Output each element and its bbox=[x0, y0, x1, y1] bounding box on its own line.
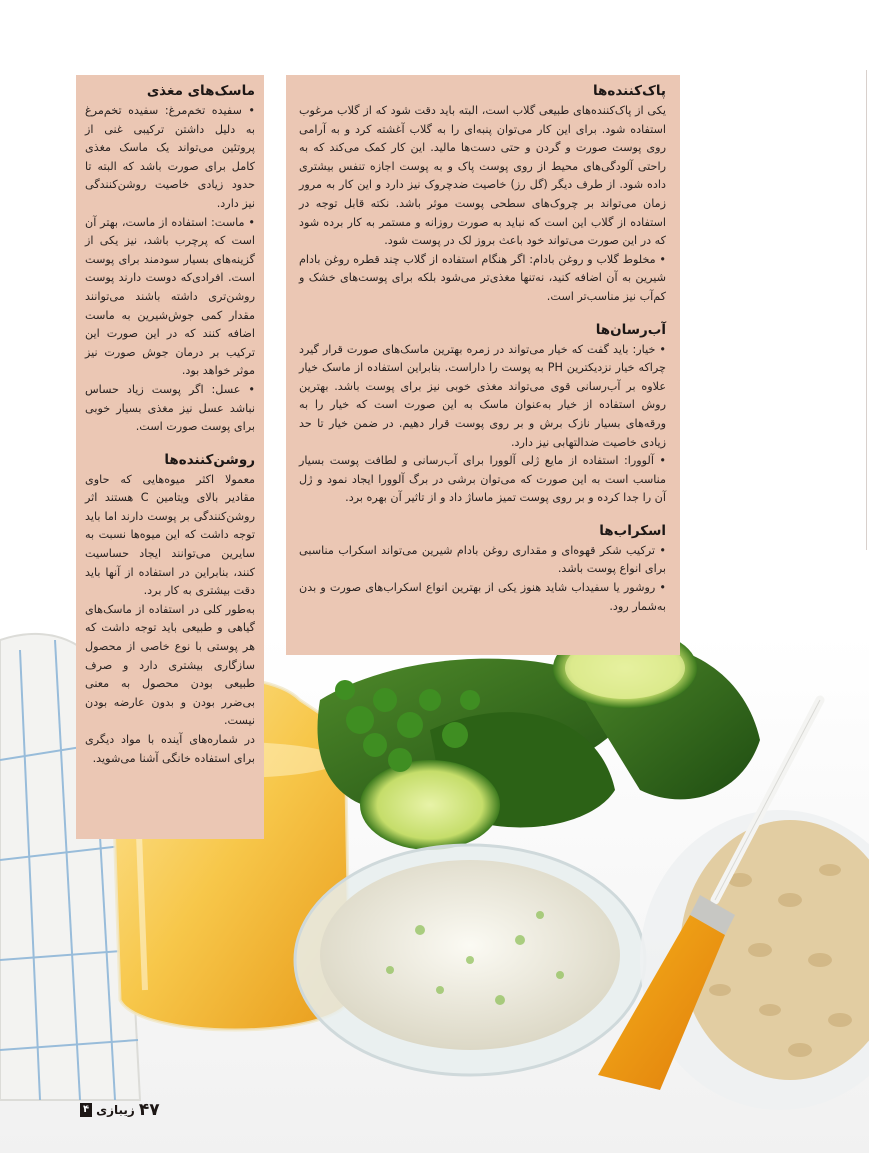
section-title: آب‌رسان‌ها bbox=[595, 321, 666, 338]
section-brighteners bbox=[85, 450, 255, 769]
page-footer bbox=[80, 1100, 160, 1120]
page-edge-divider bbox=[866, 70, 867, 550]
section-cleansers bbox=[299, 81, 666, 307]
article-panel-right bbox=[286, 75, 680, 655]
section-title: پاک‌کننده‌ها bbox=[592, 83, 666, 99]
section-title: اسکراب‌ها bbox=[599, 522, 666, 539]
paragraph: • آلوورا: استفاده از مایع ژلی آلوورا برای آب‌رسانی و لطافت پوست بسیار مناسب است به این صورت که می‌توان برشی در برگ آلوورا ایجاد نمود و ژل آن را جدا کرده و بر روی پوست تمیز ماساژ داد و از تاثیر آن بهره برد. bbox=[299, 454, 666, 505]
section-moisturizers bbox=[299, 320, 666, 508]
paragraph: • ماست: استفاده از ماست، بهتر آن است که پرچرب باشد، نیز یکی از گزینه‌های بسیار سودمند برای پوست است. افرادی‌که دوست دارند پوست روشن‌تری داشته باشند می‌توانند مقدار کمی جوش‌شیرین به ماست اضافه کنند که در این صورت این ترکیب بر درمان جوش صورت نیز موثر خواهد بود. bbox=[85, 215, 255, 378]
paragraph: در شماره‌های آینده با مواد دیگری برای استفاده خانگی آشنا می‌شوید. bbox=[85, 733, 255, 765]
section-nourishing-masks bbox=[85, 81, 255, 437]
section-title: روشن‌کننده‌ها bbox=[164, 451, 255, 468]
paragraph: • سفیده تخم‌مرغ: سفیده تخم‌مرغ به دلیل داشتن ترکیبی غنی از پروتئین می‌تواند یک ماسک مغذی کامل برای صورت باشد که البته تا حدود زیادی خاصیت روشن‌کنندگی نیز دارد. bbox=[85, 104, 255, 210]
paragraph: • روشور یا سفیداب شاید هنوز یکی از بهترین انواع اسکراب‌های صورت و بدن به‌شمار رود. bbox=[299, 581, 666, 613]
paragraph: • مخلوط گلاب و روغن بادام: اگر هنگام استفاده از گلاب چند قطره روغن بادام شیرین به آن اضافه کنید، نه‌تنها مغذی‌تر می‌شود بلکه برای پوست‌های خشک و کم‌آب نیز مناسب‌تر است. bbox=[299, 252, 666, 303]
paragraph: به‌طور کلی در استفاده از ماسک‌های گیاهی و طبیعی باید توجه داشت که هر پوستی با نوع خاصی از محصول سازگاری بیشتری دارد و صرف طبیعی بودن محصول به معنی بی‌ضرر بودن و بدون عارضه بودن نیست. bbox=[85, 602, 255, 728]
paragraph: • خیار: باید گفت که خیار می‌تواند در زمره بهترین ماسک‌های صورت قرار گیرد چراکه خیار نزدیکترین PH به پوست را داراست. بنابراین استفاده از ماسک خیار علاوه بر آب‌رسانی قوی می‌تواند مغذی خوبی نیز برای پوست باشد. بهترین روش استفاده از خیار به‌عنوان ماسک به این صورت است که خیار را به ورقه‌های بسیار نازک برش و بر روی پوست قرار دهیم. در ضمن خیار تا حد زیادی خاصیت ضدالتهابی نیز دارد. bbox=[299, 342, 666, 449]
magazine-name: زیبازی bbox=[96, 1103, 135, 1117]
issue-badge: ۴ bbox=[80, 1103, 92, 1117]
paragraph: معمولا اکثر میوه‌هایی که حاوی مقادیر بالای ویتامین C هستند اثر روشن‌کنندگی بر پوست دارند اما باید توجه داشت که این میوه‌ها نسبت به سایرین می‌توانند ایجاد حساسیت کنند، بنابراین در استفاده از آنها باید دقت بیشتری به کار برد. bbox=[85, 472, 256, 598]
cream-bowl-shape bbox=[295, 845, 645, 1075]
section-title: ماسک‌های مغذی bbox=[146, 83, 255, 99]
page-number: ۴۷ bbox=[138, 1100, 160, 1120]
article-panel-left bbox=[76, 75, 264, 839]
paragraph: • ترکیب شکر قهوه‌ای و مقداری روغن بادام شیرین می‌تواند اسکراب مناسبی برای انواع پوست باشد. bbox=[299, 543, 666, 576]
paragraph: یکی از پاک‌کننده‌های طبیعی گلاب است، البته باید دقت شود که از گلاب مرغوب استفاده شود. برای این کار می‌توان پنبه‌ای را به گلاب آغشته کرد و به آرامی روی پوست صورت و گردن و حتی دست‌ها مالید. این کار کمک می‌کند که به راحتی آلودگی‌های محیط از روی پوست پاک و به پوست اجازه تنفس بیشتری داده شود. از طرف دیگر (گل رز) خاصیت ضدچروک نیز دارد و این کار به مرور زمان می‌تواند بر چروک‌های سطحی پوست موثر باشد. نکته قابل توجه در استفاده از گلاب این است که نباید به صورت روزانه و مستمر به کار برده شود که در این صورت می‌تواند خود باعث بروز لک در پوست شود. bbox=[299, 104, 666, 248]
paragraph: • عسل: اگر پوست زیاد حساس نباشد عسل نیز مغذی بسیار خوبی برای پوست صورت است. bbox=[85, 382, 255, 434]
section-scrubs bbox=[299, 521, 666, 616]
